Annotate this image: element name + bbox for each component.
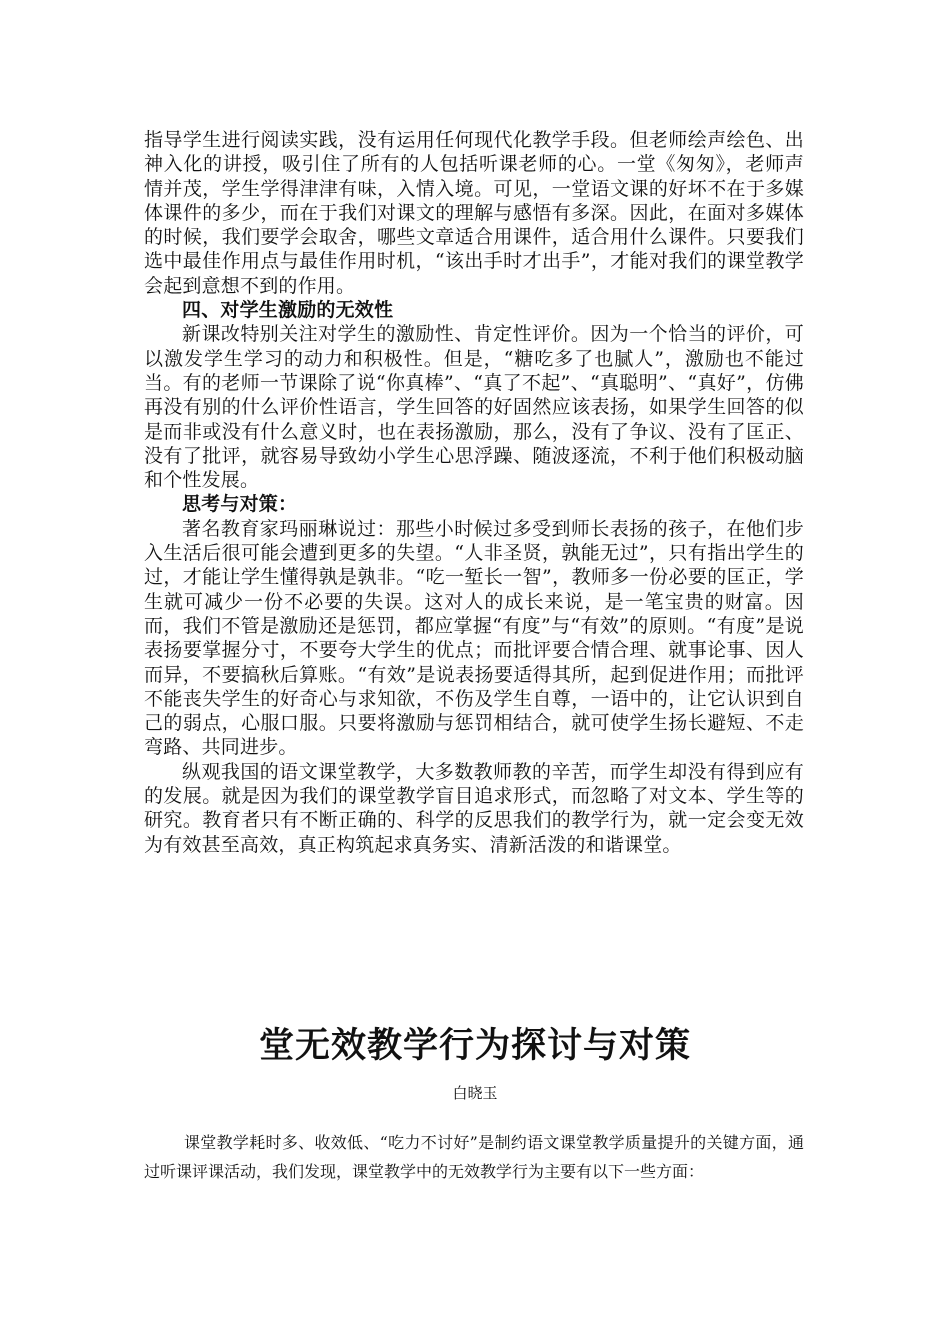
paragraph-marilyn-quote: 著名教育家玛丽琳说过：那些小时候过多受到师长表扬的孩子，在他们步入生活后很可能会遭到更多的失望。“人非圣贤，孰能无过”，只有指出学生的过，才能让学生懂得孰是孰非。“吃一堑长一智”，教师多一份必要的匡正，学生就可减少一份不必要的失误。这对人的成长来说，是一笔宝贵的财富。因而，我们不管是激励还是惩罚，都应掌握“有度”与“有效”的原则。“有度”是说表扬要掌握分寸，不要夸大学生的优点；而批评要合情合理、就事论事、因人而异，不要搞秋后算账。“有效”是说表扬要适得其所，起到促进作用；而批评不能丧失学生的好奇心与求知欲，不伤及学生自尊，一语中的，让它认识到自己的弱点，心服口服。只要将激励与惩罚相结合，就可使学生扬长避短、不走弯路、共同进步。 [144,517,804,759]
article-author: 白晓玉 [452,1084,498,1102]
section-heading-4: 四、对学生激励的无效性 [182,299,394,322]
paragraph-conclusion: 纵观我国的语文课堂教学，大多数教师教的辛苦，而学生却没有得到应有的发展。就是因为我们的课堂教学盲目追求形式，而忽略了对文本、学生等的研究。教育者只有不断正确的、科学的反思我们的教学行为，就一定会变无效为有效甚至高效，真正构筑起求真务实、清新活泼的和谐课堂。 [144,760,804,856]
intro-paragraph: 课堂教学耗时多、收效低、“吃力不讨好”是制约语文课堂教学质量提升的关键方面，通过听课评课活动，我们发现，课堂教学中的无效教学行为主要有以下一些方面： [144,1133,804,1181]
paragraph-encouragement: 新课改特别关注对学生的激励性、肯定性评价。因为一个恰当的评价，可以激发学生学习的动力和积极性。但是，“糖吃多了也腻人”，激励也不能过当。有的老师一节课除了说“你真棒”、“真了不起”、“真聪明”、“真好”，仿佛再没有别的什么评价性语言，学生回答的好固然应该表扬，如果学生回答的似是而非或没有什么意义时，也在表扬激励，那么，没有了争议、没有了匡正、没有了批评，就容易导致幼小学生心思浮躁、随波逐流，不利于他们积极动脑和个性发展。 [144,323,804,492]
article-intro [144,1128,804,1186]
article-title: 堂无效教学行为探讨与对策 [258,1026,691,1066]
continued-article-body [144,128,804,857]
paragraph-multimedia: 指导学生进行阅读实践，没有运用任何现代化教学手段。但老师绘声绘色、出神入化的讲授，吸引住了所有的人包括听课老师的心。一堂《匆匆》，老师声情并茂，学生学得津津有味，入情入境。可见，一堂语文课的好坏不在于多媒体课件的多少，而在于我们对课文的理解与感悟有多深。因此，在面对多媒体的时候，我们要学会取舍，哪些文章适合用课件，适合用什么课件。只要我们选中最佳作用点与最佳作用时机，“该出手时才出手”，才能对我们的课堂教学会起到意想不到的作用。 [144,129,804,297]
heading-thinking-and-countermeasures: 思考与对策： [182,493,298,516]
